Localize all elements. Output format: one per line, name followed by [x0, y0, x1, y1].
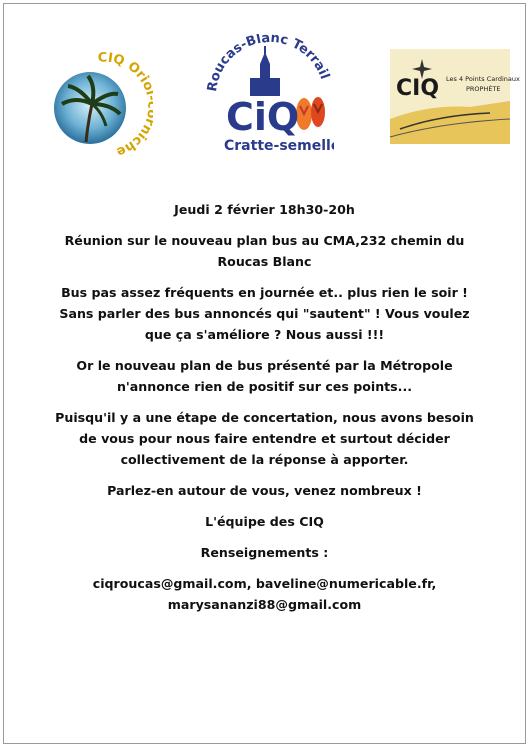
logo-right-main-text: CIQ	[396, 76, 440, 101]
email-line-1[interactable]: ciqroucas@gmail.com, baveline@numericable.fr,	[92, 576, 437, 591]
email-line-2[interactable]: marysananzi88@gmail.com	[167, 597, 362, 612]
church-icon	[250, 46, 280, 96]
flyer-body	[4, 199, 525, 625]
signature: L'équipe des CIQ	[205, 514, 324, 529]
concertation-line-2: de vous pour nous faire entendre et surtout décider	[79, 431, 450, 446]
info-label: Renseignements :	[200, 545, 329, 560]
logo-right-side-text-1: Les 4 Points Cardinaux	[446, 75, 520, 83]
logo-row	[4, 4, 525, 164]
metropole-paragraph	[4, 355, 525, 397]
logo-center-bottom-text: Cratte-semelle	[224, 138, 334, 154]
logo-left-text: CIQ Ori niche	[97, 50, 153, 157]
ciq-roucas-logo	[204, 34, 334, 154]
concertation-line-3: collectivement de la réponse à apporter.	[120, 452, 409, 467]
metropole-line-2: n'annonce rien de positif sur ces points...	[116, 379, 413, 394]
complaint-line-3: que ça s'améliore ? Nous aussi !!!	[144, 327, 385, 342]
logo-center-top-text: Roucas-Blanc Terrail	[205, 34, 332, 93]
date-line: Jeudi 2 février 18h30-20h	[174, 202, 355, 217]
palm-tree-circle-icon	[48, 42, 153, 157]
logo-center-main-text: CiQ	[226, 95, 300, 139]
complaint-paragraph	[4, 282, 525, 345]
meeting-line-1: Réunion sur le nouveau plan bus au CMA,232 chemin du	[64, 233, 465, 248]
metropole-line-1: Or le nouveau plan de bus présenté par la Métropole	[76, 358, 453, 373]
call-to-action: Parlez-en autour de vous, venez nombreux !	[107, 483, 422, 498]
ciq-prophete-logo	[390, 49, 520, 144]
flyer-page	[3, 3, 526, 744]
concertation-paragraph	[4, 407, 525, 470]
concertation-line-1: Puisqu'il y a une étape de concertation, nous avons besoin	[55, 410, 474, 425]
logo-right-side-text-2: PROPHÈTE	[466, 85, 501, 93]
meeting-paragraph	[4, 230, 525, 272]
complaint-line-2: Sans parler des bus annoncés qui "sautent" ! Vous voulez	[59, 306, 470, 321]
ciq-oriol-logo	[48, 42, 153, 157]
complaint-line-1: Bus pas assez fréquents en journée et.. plus rien le soir !	[61, 285, 468, 300]
meeting-line-2: Roucas Blanc	[217, 254, 312, 269]
flip-flop-icon	[296, 97, 325, 130]
contact-emails	[4, 573, 525, 615]
